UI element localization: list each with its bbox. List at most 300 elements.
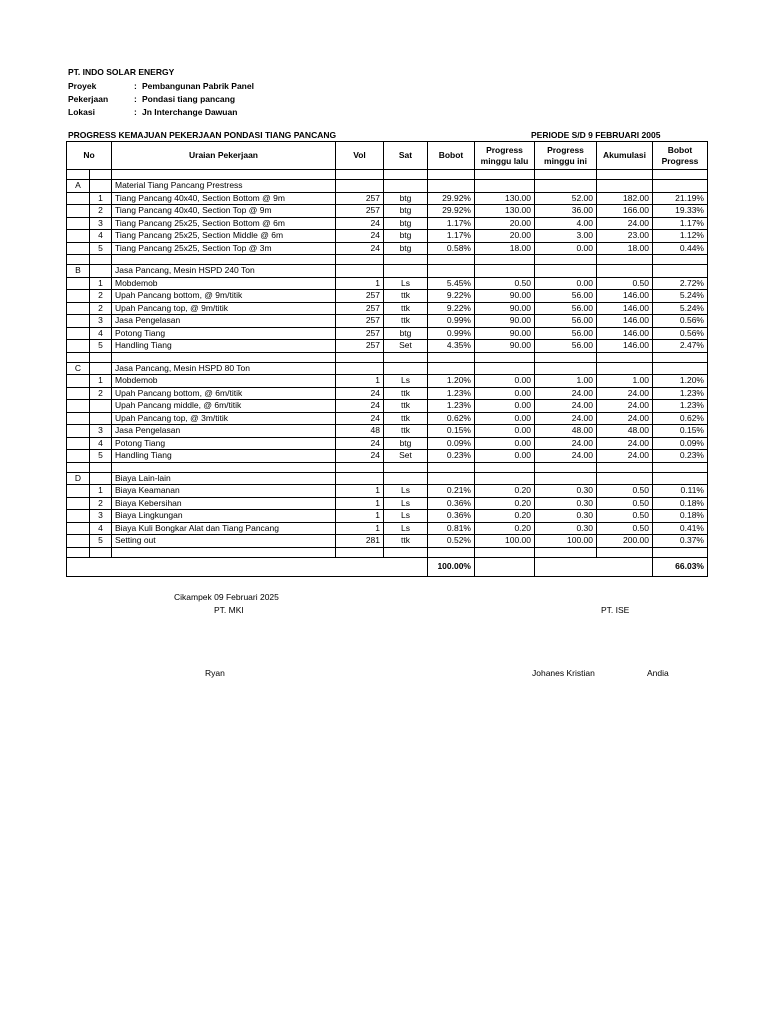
item-bobot-progress: 0.09% bbox=[653, 437, 708, 450]
empty-cell bbox=[653, 170, 708, 180]
empty-cell bbox=[597, 547, 653, 557]
empty-cell bbox=[428, 265, 475, 278]
table-row bbox=[67, 450, 708, 463]
empty-cell bbox=[475, 180, 535, 193]
item-sat: btg bbox=[384, 230, 428, 243]
item-sat: btg bbox=[384, 327, 428, 340]
item-progress-lalu: 18.00 bbox=[475, 242, 535, 255]
item-vol: 257 bbox=[336, 192, 384, 205]
item-sat: btg bbox=[384, 205, 428, 218]
item-bobot: 9.22% bbox=[428, 290, 475, 303]
item-progress-ini: 3.00 bbox=[535, 230, 597, 243]
col-header-vol: Vol bbox=[336, 142, 384, 170]
item-bobot: 0.15% bbox=[428, 425, 475, 438]
item-desc: Upah Pancang top, @ 9m/titik bbox=[112, 302, 336, 315]
signature-right-org: PT. ISE bbox=[601, 605, 630, 615]
col-header-bobot: Bobot bbox=[428, 142, 475, 170]
empty-cell bbox=[535, 265, 597, 278]
item-vol: 257 bbox=[336, 315, 384, 328]
item-no: 3 bbox=[90, 217, 112, 230]
empty-cell bbox=[384, 352, 428, 362]
empty-cell bbox=[67, 387, 90, 400]
table-row bbox=[67, 340, 708, 353]
item-bobot-progress: 0.11% bbox=[653, 485, 708, 498]
col-header-progress-lalu: Progress minggu lalu bbox=[475, 142, 535, 170]
item-desc: Tiang Pancang 25x25, Section Middle @ 6m bbox=[112, 230, 336, 243]
empty-cell bbox=[597, 472, 653, 485]
report-title: PROGRESS KEMAJUAN PEKERJAAN PONDASI TIANG PANCANG bbox=[68, 130, 337, 140]
empty-cell bbox=[67, 375, 90, 388]
empty-cell bbox=[535, 180, 597, 193]
section-letter: D bbox=[67, 472, 90, 485]
table-row bbox=[67, 327, 708, 340]
item-bobot: 0.81% bbox=[428, 522, 475, 535]
col-header-sat: Sat bbox=[384, 142, 428, 170]
item-desc: Potong Tiang bbox=[112, 437, 336, 450]
empty-cell bbox=[535, 352, 597, 362]
empty-cell bbox=[67, 522, 90, 535]
item-desc: Upah Pancang top, @ 3m/titik bbox=[112, 412, 336, 425]
empty-cell bbox=[597, 255, 653, 265]
item-bobot: 5.45% bbox=[428, 277, 475, 290]
item-akumulasi: 23.00 bbox=[597, 230, 653, 243]
item-bobot-progress: 0.62% bbox=[653, 412, 708, 425]
item-progress-ini: 56.00 bbox=[535, 327, 597, 340]
item-bobot-progress: 0.56% bbox=[653, 327, 708, 340]
empty-cell bbox=[428, 462, 475, 472]
item-akumulasi: 146.00 bbox=[597, 315, 653, 328]
item-desc: Handling Tiang bbox=[112, 450, 336, 463]
item-desc: Upah Pancang bottom, @ 6m/titik bbox=[112, 387, 336, 400]
item-vol: 1 bbox=[336, 497, 384, 510]
empty-cell bbox=[336, 265, 384, 278]
item-progress-ini: 24.00 bbox=[535, 437, 597, 450]
table-row bbox=[67, 387, 708, 400]
section-letter: A bbox=[67, 180, 90, 193]
item-desc: Jasa Pengelasan bbox=[112, 315, 336, 328]
item-bobot-progress: 0.23% bbox=[653, 450, 708, 463]
total-row bbox=[67, 557, 708, 576]
empty-cell bbox=[428, 547, 475, 557]
item-progress-ini: 1.00 bbox=[535, 375, 597, 388]
item-sat: Ls bbox=[384, 497, 428, 510]
item-progress-ini: 0.30 bbox=[535, 485, 597, 498]
empty-cell bbox=[653, 352, 708, 362]
empty-cell bbox=[653, 180, 708, 193]
section-letter: B bbox=[67, 265, 90, 278]
empty-cell bbox=[336, 362, 384, 375]
item-vol: 24 bbox=[336, 242, 384, 255]
item-desc: Upah Pancang middle, @ 6m/titik bbox=[112, 400, 336, 413]
item-bobot-progress: 21.19% bbox=[653, 192, 708, 205]
item-progress-lalu: 0.00 bbox=[475, 437, 535, 450]
item-progress-lalu: 20.00 bbox=[475, 217, 535, 230]
item-akumulasi: 24.00 bbox=[597, 217, 653, 230]
item-desc: Biaya Kebersihan bbox=[112, 497, 336, 510]
info-row-lokasi bbox=[68, 106, 254, 119]
item-desc: Biaya Kuli Bongkar Alat dan Tiang Pancang bbox=[112, 522, 336, 535]
item-progress-ini: 48.00 bbox=[535, 425, 597, 438]
table-row bbox=[67, 375, 708, 388]
item-desc: Jasa Pengelasan bbox=[112, 425, 336, 438]
item-progress-ini: 100.00 bbox=[535, 535, 597, 548]
empty-cell bbox=[336, 255, 384, 265]
item-akumulasi: 0.50 bbox=[597, 522, 653, 535]
empty-cell bbox=[67, 462, 90, 472]
item-vol: 24 bbox=[336, 450, 384, 463]
empty-cell bbox=[384, 547, 428, 557]
empty-cell bbox=[653, 362, 708, 375]
item-desc: Handling Tiang bbox=[112, 340, 336, 353]
spacer-row bbox=[67, 547, 708, 557]
item-sat: Ls bbox=[384, 510, 428, 523]
table-row bbox=[67, 290, 708, 303]
empty-cell bbox=[597, 352, 653, 362]
item-akumulasi: 0.50 bbox=[597, 510, 653, 523]
empty-cell bbox=[597, 462, 653, 472]
empty-cell bbox=[67, 205, 90, 218]
item-bobot: 0.09% bbox=[428, 437, 475, 450]
info-value: Jn Interchange Dawuan bbox=[142, 107, 238, 117]
empty-cell bbox=[535, 462, 597, 472]
item-bobot-progress: 1.23% bbox=[653, 400, 708, 413]
item-sat: btg bbox=[384, 242, 428, 255]
table-row bbox=[67, 302, 708, 315]
empty-cell bbox=[384, 180, 428, 193]
item-progress-ini: 0.30 bbox=[535, 497, 597, 510]
item-akumulasi: 146.00 bbox=[597, 302, 653, 315]
item-bobot: 4.35% bbox=[428, 340, 475, 353]
item-akumulasi: 24.00 bbox=[597, 450, 653, 463]
item-akumulasi: 24.00 bbox=[597, 387, 653, 400]
item-no bbox=[90, 412, 112, 425]
empty-cell bbox=[112, 462, 336, 472]
item-sat: btg bbox=[384, 217, 428, 230]
item-no: 5 bbox=[90, 340, 112, 353]
item-bobot-progress: 19.33% bbox=[653, 205, 708, 218]
empty-cell bbox=[67, 400, 90, 413]
item-akumulasi: 24.00 bbox=[597, 412, 653, 425]
empty-cell bbox=[67, 352, 90, 362]
empty-cell bbox=[336, 180, 384, 193]
item-no: 4 bbox=[90, 522, 112, 535]
item-akumulasi: 182.00 bbox=[597, 192, 653, 205]
item-progress-ini: 0.00 bbox=[535, 242, 597, 255]
empty-cell bbox=[67, 412, 90, 425]
item-progress-ini: 0.30 bbox=[535, 510, 597, 523]
empty-cell bbox=[384, 462, 428, 472]
item-akumulasi: 18.00 bbox=[597, 242, 653, 255]
item-desc: Tiang Pancang 25x25, Section Top @ 3m bbox=[112, 242, 336, 255]
empty-cell bbox=[67, 170, 90, 180]
table-row bbox=[67, 437, 708, 450]
spacer-row bbox=[67, 255, 708, 265]
empty-cell bbox=[112, 255, 336, 265]
item-progress-lalu: 0.20 bbox=[475, 497, 535, 510]
empty-cell bbox=[67, 547, 90, 557]
empty-cell bbox=[67, 497, 90, 510]
empty-cell bbox=[67, 437, 90, 450]
item-progress-ini: 52.00 bbox=[535, 192, 597, 205]
section-row bbox=[67, 265, 708, 278]
item-bobot: 1.23% bbox=[428, 387, 475, 400]
item-progress-lalu: 0.00 bbox=[475, 400, 535, 413]
empty-cell bbox=[90, 265, 112, 278]
empty-cell bbox=[90, 180, 112, 193]
empty-cell bbox=[336, 472, 384, 485]
empty-cell bbox=[535, 557, 653, 576]
empty-cell bbox=[336, 462, 384, 472]
total-bobot: 100.00% bbox=[428, 557, 475, 576]
item-progress-lalu: 0.20 bbox=[475, 485, 535, 498]
item-no: 1 bbox=[90, 485, 112, 498]
item-no: 4 bbox=[90, 230, 112, 243]
empty-cell bbox=[653, 265, 708, 278]
item-bobot: 9.22% bbox=[428, 302, 475, 315]
empty-cell bbox=[90, 362, 112, 375]
item-no: 5 bbox=[90, 242, 112, 255]
empty-cell bbox=[428, 352, 475, 362]
table-row bbox=[67, 400, 708, 413]
item-no: 4 bbox=[90, 327, 112, 340]
item-progress-lalu: 130.00 bbox=[475, 205, 535, 218]
item-progress-lalu: 0.00 bbox=[475, 387, 535, 400]
item-bobot-progress: 5.24% bbox=[653, 290, 708, 303]
item-vol: 257 bbox=[336, 290, 384, 303]
section-title: Biaya Lain-lain bbox=[112, 472, 336, 485]
empty-cell bbox=[336, 352, 384, 362]
empty-cell bbox=[336, 547, 384, 557]
empty-cell bbox=[475, 547, 535, 557]
item-desc: Potong Tiang bbox=[112, 327, 336, 340]
table-row bbox=[67, 510, 708, 523]
item-progress-ini: 56.00 bbox=[535, 315, 597, 328]
empty-cell bbox=[653, 462, 708, 472]
item-bobot-progress: 2.47% bbox=[653, 340, 708, 353]
item-bobot: 29.92% bbox=[428, 205, 475, 218]
info-separator: : bbox=[134, 107, 137, 117]
spacer-row bbox=[67, 352, 708, 362]
item-bobot: 1.23% bbox=[428, 400, 475, 413]
empty-cell bbox=[475, 352, 535, 362]
item-vol: 257 bbox=[336, 327, 384, 340]
signature-right-name-2: Andia bbox=[647, 668, 669, 678]
empty-cell bbox=[475, 255, 535, 265]
empty-cell bbox=[112, 352, 336, 362]
info-separator: : bbox=[134, 94, 137, 104]
table-row bbox=[67, 205, 708, 218]
section-title: Jasa Pancang, Mesin HSPD 80 Ton bbox=[112, 362, 336, 375]
item-no: 3 bbox=[90, 315, 112, 328]
item-no: 3 bbox=[90, 425, 112, 438]
item-vol: 281 bbox=[336, 535, 384, 548]
item-vol: 1 bbox=[336, 375, 384, 388]
item-progress-lalu: 130.00 bbox=[475, 192, 535, 205]
empty-cell bbox=[597, 362, 653, 375]
item-sat: Ls bbox=[384, 522, 428, 535]
item-bobot: 1.17% bbox=[428, 217, 475, 230]
empty-cell bbox=[535, 547, 597, 557]
item-vol: 257 bbox=[336, 302, 384, 315]
empty-cell bbox=[653, 255, 708, 265]
item-progress-ini: 24.00 bbox=[535, 400, 597, 413]
empty-cell bbox=[67, 425, 90, 438]
empty-cell bbox=[384, 265, 428, 278]
item-vol: 257 bbox=[336, 340, 384, 353]
empty-cell bbox=[67, 192, 90, 205]
item-akumulasi: 166.00 bbox=[597, 205, 653, 218]
empty-cell bbox=[475, 557, 535, 576]
item-progress-ini: 36.00 bbox=[535, 205, 597, 218]
item-vol: 1 bbox=[336, 485, 384, 498]
info-value: Pembangunan Pabrik Panel bbox=[142, 81, 254, 91]
empty-cell bbox=[67, 510, 90, 523]
item-bobot-progress: 1.12% bbox=[653, 230, 708, 243]
info-row-pekerjaan bbox=[68, 93, 254, 106]
empty-cell bbox=[535, 472, 597, 485]
company-name: PT. INDO SOLAR ENERGY bbox=[68, 67, 175, 77]
empty-cell bbox=[428, 170, 475, 180]
item-progress-ini: 56.00 bbox=[535, 290, 597, 303]
empty-cell bbox=[67, 557, 428, 576]
item-progress-lalu: 90.00 bbox=[475, 315, 535, 328]
item-bobot-progress: 0.37% bbox=[653, 535, 708, 548]
empty-cell bbox=[90, 352, 112, 362]
table-row bbox=[67, 485, 708, 498]
item-bobot-progress: 0.44% bbox=[653, 242, 708, 255]
empty-cell bbox=[384, 255, 428, 265]
col-header-bobot-progress: Bobot Progress bbox=[653, 142, 708, 170]
item-bobot: 0.52% bbox=[428, 535, 475, 548]
item-desc: Tiang Pancang 40x40, Section Top @ 9m bbox=[112, 205, 336, 218]
empty-cell bbox=[384, 170, 428, 180]
item-akumulasi: 0.50 bbox=[597, 485, 653, 498]
item-progress-ini: 24.00 bbox=[535, 387, 597, 400]
col-header-no: No bbox=[67, 142, 112, 170]
empty-cell bbox=[597, 170, 653, 180]
item-vol: 48 bbox=[336, 425, 384, 438]
item-sat: ttk bbox=[384, 290, 428, 303]
item-desc: Upah Pancang bottom, @ 9m/titik bbox=[112, 290, 336, 303]
item-sat: ttk bbox=[384, 412, 428, 425]
item-bobot-progress: 0.15% bbox=[653, 425, 708, 438]
empty-cell bbox=[67, 340, 90, 353]
item-vol: 24 bbox=[336, 230, 384, 243]
table-row bbox=[67, 230, 708, 243]
item-progress-lalu: 0.00 bbox=[475, 412, 535, 425]
table-row bbox=[67, 497, 708, 510]
empty-cell bbox=[112, 170, 336, 180]
item-sat: btg bbox=[384, 192, 428, 205]
item-bobot: 0.36% bbox=[428, 497, 475, 510]
table-row bbox=[67, 522, 708, 535]
item-vol: 24 bbox=[336, 412, 384, 425]
item-vol: 24 bbox=[336, 400, 384, 413]
item-akumulasi: 0.50 bbox=[597, 277, 653, 290]
item-bobot: 0.23% bbox=[428, 450, 475, 463]
info-row-proyek bbox=[68, 80, 254, 93]
info-separator: : bbox=[134, 81, 137, 91]
empty-cell bbox=[535, 362, 597, 375]
col-header-progress-ini: Progress minggu ini bbox=[535, 142, 597, 170]
empty-cell bbox=[653, 547, 708, 557]
empty-cell bbox=[428, 180, 475, 193]
item-akumulasi: 200.00 bbox=[597, 535, 653, 548]
item-vol: 24 bbox=[336, 217, 384, 230]
item-bobot-progress: 0.18% bbox=[653, 497, 708, 510]
col-header-akumulasi: Akumulasi bbox=[597, 142, 653, 170]
item-bobot-progress: 1.20% bbox=[653, 375, 708, 388]
item-desc: Biaya Lingkungan bbox=[112, 510, 336, 523]
signature-left-name: Ryan bbox=[205, 668, 225, 678]
table-header-row bbox=[67, 142, 708, 170]
item-progress-lalu: 20.00 bbox=[475, 230, 535, 243]
col-header-uraian: Uraian Pekerjaan bbox=[112, 142, 336, 170]
item-bobot: 29.92% bbox=[428, 192, 475, 205]
item-bobot: 0.99% bbox=[428, 327, 475, 340]
item-akumulasi: 1.00 bbox=[597, 375, 653, 388]
empty-cell bbox=[384, 362, 428, 375]
empty-cell bbox=[67, 302, 90, 315]
item-no: 1 bbox=[90, 192, 112, 205]
section-title: Jasa Pancang, Mesin HSPD 240 Ton bbox=[112, 265, 336, 278]
item-desc: Mobdemob bbox=[112, 277, 336, 290]
item-bobot-progress: 1.23% bbox=[653, 387, 708, 400]
empty-cell bbox=[535, 170, 597, 180]
empty-cell bbox=[67, 450, 90, 463]
empty-cell bbox=[90, 472, 112, 485]
item-no: 4 bbox=[90, 437, 112, 450]
item-progress-ini: 0.00 bbox=[535, 277, 597, 290]
item-akumulasi: 146.00 bbox=[597, 327, 653, 340]
empty-cell bbox=[90, 547, 112, 557]
item-progress-lalu: 90.00 bbox=[475, 302, 535, 315]
item-sat: ttk bbox=[384, 302, 428, 315]
empty-cell bbox=[475, 472, 535, 485]
empty-cell bbox=[597, 265, 653, 278]
empty-cell bbox=[653, 472, 708, 485]
item-no: 3 bbox=[90, 510, 112, 523]
item-desc: Mobdemob bbox=[112, 375, 336, 388]
item-sat: Ls bbox=[384, 375, 428, 388]
item-vol: 257 bbox=[336, 205, 384, 218]
item-vol: 24 bbox=[336, 437, 384, 450]
item-progress-lalu: 90.00 bbox=[475, 290, 535, 303]
item-sat: Ls bbox=[384, 277, 428, 290]
spacer-row bbox=[67, 170, 708, 180]
report-period: PERIODE S/D 9 FEBRUARI 2005 bbox=[531, 130, 661, 140]
item-progress-lalu: 90.00 bbox=[475, 340, 535, 353]
item-desc: Tiang Pancang 40x40, Section Bottom @ 9m bbox=[112, 192, 336, 205]
empty-cell bbox=[67, 290, 90, 303]
table-row bbox=[67, 315, 708, 328]
item-vol: 1 bbox=[336, 277, 384, 290]
section-letter: C bbox=[67, 362, 90, 375]
item-progress-ini: 4.00 bbox=[535, 217, 597, 230]
info-label: Lokasi bbox=[68, 107, 95, 117]
item-bobot-progress: 2.72% bbox=[653, 277, 708, 290]
item-progress-lalu: 90.00 bbox=[475, 327, 535, 340]
info-value: Pondasi tiang pancang bbox=[142, 94, 236, 104]
item-bobot: 0.99% bbox=[428, 315, 475, 328]
item-bobot-progress: 1.17% bbox=[653, 217, 708, 230]
item-bobot-progress: 5.24% bbox=[653, 302, 708, 315]
item-bobot: 0.21% bbox=[428, 485, 475, 498]
section-row bbox=[67, 362, 708, 375]
info-label: Proyek bbox=[68, 81, 97, 91]
item-progress-ini: 24.00 bbox=[535, 450, 597, 463]
item-sat: ttk bbox=[384, 535, 428, 548]
